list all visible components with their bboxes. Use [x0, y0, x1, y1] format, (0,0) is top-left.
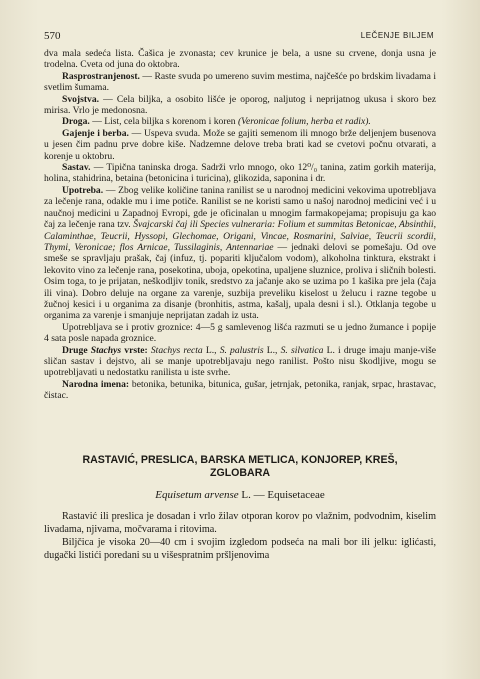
label-druge: Druge	[62, 344, 88, 356]
text-narodna-imena: betonika, betunika, bitunica, gušar, jetrnjak, petonika, ranjak, srpac, hrastavac, čistac.	[44, 378, 437, 402]
text-druge-2: L.,	[263, 344, 281, 356]
paragraph-svojstva	[44, 94, 436, 117]
paragraph-rastavic-2: Biljčica je visoka 20—40 cm i svojim izgledom podseća na mali bor ili jelku: iglićasti, dugački listići poredani su u višespratnim pršljenovima	[44, 537, 436, 561]
section-heading	[44, 454, 436, 480]
label-droga: Droga.	[62, 116, 90, 128]
section-heading-line-1: RASTAVIĆ, PRESLICA, BARSKA METLICA, KONJOREP, KREŠ,	[82, 453, 398, 466]
text-upotreba-2: — jednaki delovi se pomešaju. Od ove smeše se spravljaju prašak, čaj (infuz, tj. popariti ključalom vodom), alkoholna tinktura, ekstrakt i lekovito vino za lečenje rana, posekotina, uboja, opekotina, upaljene sluznice, proliva i sličnih bolesti. Osim toga, to je prijatan, neškodljiv tonik, sredstvo za jačanje ako se uzima po 1 kašika pre jela (čaja ili vina). Dobro deluje na organe za varenje, suzbija preveliku kiselost u želucu i razne tegobe u žučnoj kesici i u organima za disanje (bronhitis, astma, kašalj, upala desni i sl.). Otklanja tegobe u organima za varenje i smanjuje neprijatan zadah iz usta.	[44, 241, 436, 322]
label-sastav: Sastav.	[62, 162, 91, 174]
paragraph-narodna-imena	[44, 379, 436, 402]
species-s-silvatica: S. silvatica	[280, 344, 324, 356]
label-narodna-imena: Narodna imena:	[62, 378, 130, 390]
paragraph-droga	[44, 116, 436, 127]
section-body	[44, 510, 436, 562]
label-rasprostranjenost: Rasprostranjenost.	[62, 70, 140, 82]
text-sastav: — Tipična taninska droga. Sadrži vrlo mnogo, oko 12⁰/₀ tanina, zatim gorkih materija, holina, stahidrina, betaina (betonicina i turicina), glikozida, saponina i dr.	[44, 162, 436, 185]
paragraph-upotreba	[44, 185, 436, 322]
label-svojstva: Svojstva.	[62, 93, 100, 105]
paragraph-upotrebljava: Upotrebljava se i protiv groznice: 4—5 g samlevenog lišća razmuti se u jedno žumance i popije 4 sata posle napada groznice.	[44, 321, 436, 345]
text-droga-latin: (Veronicae folium, herba et radix).	[237, 116, 371, 128]
species-family: L. — Equisetaceae	[238, 488, 325, 501]
text-druge-1: L.,	[202, 344, 220, 356]
paragraph-rasprostranjenost	[44, 71, 436, 94]
species-s-palustris: S. palustris	[219, 344, 264, 356]
running-title: LEČENJE BILJEM	[360, 31, 434, 40]
label-druge-stachys: Stachys	[87, 344, 122, 356]
text-svojstva: — Cela biljka, a osobito lišće je oporog, naljutog i neprijatnog ukusa i skoro bez mirisa. Vrlo je medonosna.	[44, 93, 436, 117]
species-stachys-recta: Stachys recta	[147, 344, 203, 356]
paragraph-rastavic-1: Rastavić ili preslica je dosadan i vrlo žilav otporan korov po vlažnim, podvodnim, kiselim livadama, njivama, močvarama i ritovima.	[44, 511, 436, 535]
paragraph-sastav	[44, 162, 436, 185]
text-upotreba-latin: Švajcarski čaj ili Species vulneraria: Folium et summitas Betonicae, Absinthii, Calaminthae, Teucrii, Hyssopi, Glechomae, Origani, Vincae, Rosmarini, Salviae, Teucrii scordii, Thymi, Veronicae; flos Arnicae, Tussilaginis, Antennariae	[44, 219, 437, 253]
species-line	[44, 490, 436, 501]
label-druge-vrste: vrste:	[121, 344, 148, 356]
paragraph-intro: dva mala sedeća lista. Čašica je zvonasta; cev krunice je bela, a usne su crvene, donja usna je trodelna. Cveta od juna do oktobra.	[44, 48, 436, 71]
text-rasprostranjenost: — Raste svuda po umereno suvim mestima, najčešće po brdskim livadama i svetlim šumama.	[44, 70, 436, 94]
page-number: 570	[44, 30, 61, 42]
label-upotreba: Upotreba.	[62, 184, 104, 196]
label-gajenje: Gajenje i berba.	[62, 127, 129, 139]
text-gajenje: — Uspeva svuda. Može se gajiti semenom ili mnogo brže deljenjem busenova u jesen čim padnu prve dobre kiše. Nadzemne delove treba brati kad se cvetovi počnu otvarati, a korenje u oktobru.	[44, 127, 436, 162]
text-upotreba-1: — Zbog velike količine tanina ranilist se u narodnoj medicini vekovima upotrebljava za lečenje rana, odakle mu i ime potiče. Ranilist se ne koristi samo u našoj narodnoj medicini već i u naučnoj medicini u Zapadnoj Evropi, gde je oficinalan u mnogim farmakopejama; propisuju ga kao čaj za lečenje rana tzv.	[44, 184, 436, 231]
text-druge-3: L. i druge imaju manje-više sličan sastav i dejstvo, ali se manje upotrebljavaju nego ranilist. Pošto nisu škodljive, mogu se upotrebljavati u nedostatku ranilista u iste svrhe.	[44, 344, 436, 379]
text-droga: — List, cela biljka s korenom i koren	[89, 116, 238, 128]
paragraph-gajenje	[44, 128, 436, 162]
page-header	[44, 30, 434, 44]
paragraph-druge-vrste	[44, 345, 436, 379]
page-body	[44, 48, 436, 562]
section-heading-line-2: ZGLOBARA	[209, 466, 271, 479]
species-latin-name: Equisetum arvense	[155, 488, 239, 501]
